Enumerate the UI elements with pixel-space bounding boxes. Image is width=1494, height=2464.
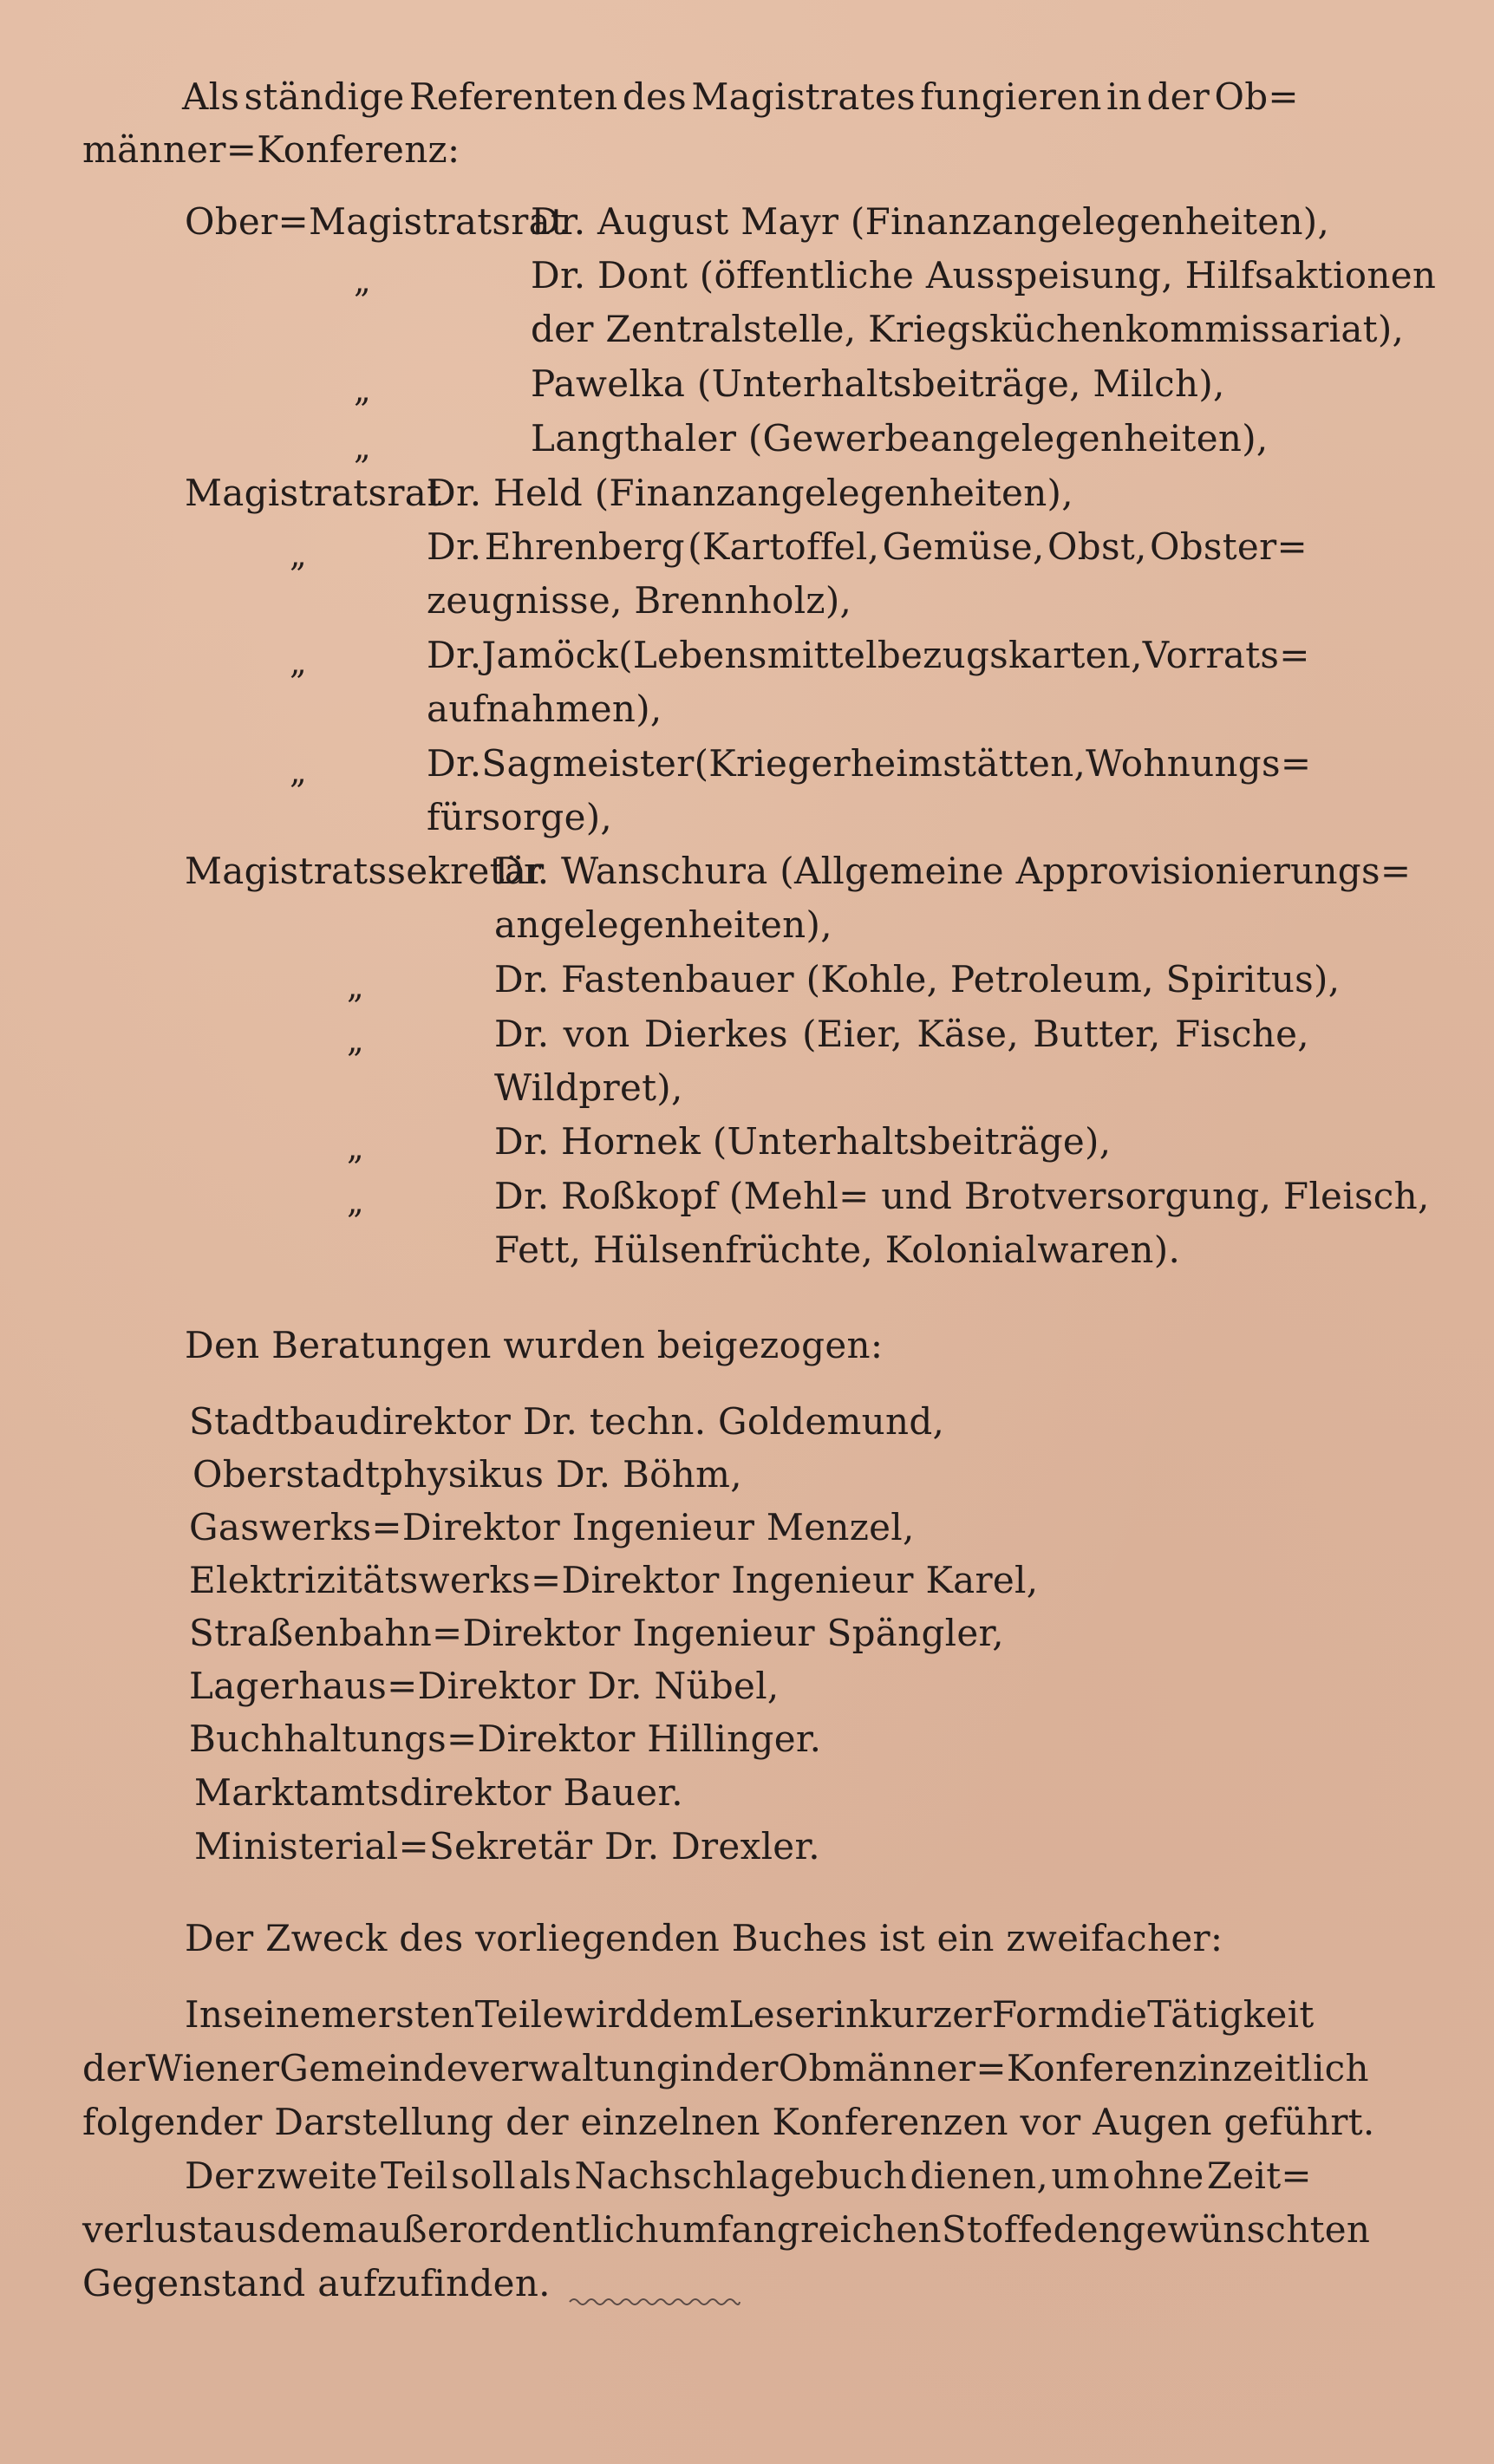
word: soll	[451, 2154, 516, 2197]
word: in	[833, 1993, 870, 2036]
ditto-mark: „	[290, 753, 307, 791]
purpose-line	[185, 1991, 1315, 2039]
referent-line: Langthaler (Gewerbeangelegenheiten),	[531, 417, 1269, 460]
word: (Kriegerheimstätten,	[694, 742, 1086, 785]
word: Teil	[381, 2154, 448, 2197]
referent-line-justified	[427, 523, 1308, 571]
referent-line: Wildpret),	[494, 1066, 683, 1109]
title-magistratsrat: Magistratsrat	[185, 472, 442, 514]
word: zeitlich	[1232, 2047, 1369, 2089]
word: Dr.	[427, 525, 482, 568]
word: Dr.	[427, 634, 482, 676]
word: Jamöck	[481, 634, 619, 676]
consulted-item: Buchhaltungs=Direktor Hillinger.	[189, 1718, 822, 1760]
consulted-item: Ministerial=Sekretär Dr. Drexler.	[194, 1825, 820, 1868]
word: Form	[991, 1993, 1091, 2036]
title-magistratssekretaer: Magistratssekretär	[185, 850, 545, 892]
referent-line: fürsorge),	[427, 796, 613, 838]
word: verlust	[82, 2208, 212, 2251]
ditto-mark: „	[347, 1021, 364, 1059]
word: umfangreichen	[658, 2208, 942, 2251]
referent-line: Dr. Hornek (Unterhaltsbeiträge),	[494, 1120, 1112, 1163]
word: Dr.	[494, 1013, 550, 1055]
word: dem	[649, 1993, 729, 2036]
word: (Lebensmittelbezugskarten,	[618, 634, 1143, 676]
word: Ob=	[1214, 75, 1299, 118]
referent-line: angelegenheiten),	[494, 903, 832, 946]
word: Referenten	[408, 75, 618, 118]
word: der	[1146, 75, 1210, 118]
word: seinem	[223, 1993, 356, 2036]
word: Käse,	[917, 1013, 1019, 1055]
consulted-item: Lagerhaus=Direktor Dr. Nübel,	[189, 1665, 780, 1707]
word: ständige	[244, 75, 405, 118]
word: Der	[185, 2154, 254, 2197]
word: Magistrates	[691, 75, 916, 118]
consulted-item: Stadtbaudirektor Dr. techn. Goldemund,	[189, 1400, 945, 1443]
word: Wohnungs=	[1086, 742, 1312, 785]
word: dienen,	[910, 2154, 1049, 2197]
word: ersten	[356, 1993, 475, 2036]
referent-line: Dr. Roßkopf (Mehl= und Brotversorgung, Fleisch,	[494, 1175, 1430, 1217]
word: Vorrats=	[1142, 634, 1310, 676]
word: in	[1197, 2047, 1233, 2089]
ditto-mark: „	[347, 1183, 364, 1221]
word: In	[185, 1993, 224, 2036]
word: aus	[212, 2208, 277, 2251]
word: der	[715, 2047, 779, 2089]
referent-line-justified	[427, 631, 1308, 680]
purpose-line	[82, 2206, 1371, 2254]
word: Nachschlagebuch	[574, 2154, 908, 2197]
word: von	[563, 1013, 630, 1055]
referent-line: Dr. Wanschura (Allgemeine Approvisionierungs=	[494, 850, 1412, 892]
consulted-item: Gaswerks=Direktor Ingenieur Menzel,	[189, 1506, 915, 1548]
referent-line: Dr. Fastenbauer (Kohle, Petroleum, Spiritus),	[494, 958, 1341, 1001]
title-ober-magistratsrat: Ober=Magistratsrat	[185, 200, 566, 243]
word: wird	[564, 1993, 649, 2036]
referent-line-justified	[494, 1010, 1309, 1059]
ditto-mark: „	[347, 1129, 364, 1167]
purpose-line	[185, 2152, 1312, 2200]
word: Sagmeister	[481, 742, 695, 785]
referent-line-justified	[427, 740, 1312, 788]
word: Tätigkeit	[1147, 1993, 1315, 2036]
word: (Kartoffel,	[688, 525, 880, 568]
word: Wiener	[145, 2047, 280, 2089]
word: Teile	[474, 1993, 564, 2036]
intro-line-2: männer=Konferenz:	[82, 128, 460, 171]
word: Gemeindeverwaltung	[279, 2047, 680, 2089]
word: des	[622, 75, 688, 118]
referent-line: aufnahmen),	[427, 688, 662, 730]
word: Als	[182, 75, 240, 118]
word: Ehrenberg	[484, 525, 685, 568]
consulted-heading: Den Beratungen wurden beigezogen:	[185, 1324, 884, 1366]
consulted-item: Straßenbahn=Direktor Ingenieur Spängler,	[189, 1612, 1004, 1654]
consulted-item: Elektrizitätswerks=Direktor Ingenieur Karel,	[189, 1559, 1039, 1601]
word: um	[1051, 2154, 1110, 2197]
word: Fische,	[1174, 1013, 1309, 1055]
referent-line: Fett, Hülsenfrüchte, Kolonialwaren).	[494, 1229, 1181, 1271]
word: Dr.	[427, 742, 482, 785]
word: in	[679, 2047, 715, 2089]
wavy-divider	[568, 2296, 741, 2308]
referent-line: zeugnisse, Brennholz),	[427, 579, 852, 622]
word: Leser	[728, 1993, 834, 2036]
ditto-mark: „	[354, 262, 371, 300]
word: die	[1090, 1993, 1148, 2036]
word: Zeit=	[1206, 2154, 1312, 2197]
word: den	[1053, 2208, 1123, 2251]
word: Obst,	[1047, 525, 1147, 568]
word: außerordentlich	[356, 2208, 659, 2251]
word: dem	[277, 2208, 357, 2251]
intro-line-1	[182, 73, 1299, 121]
ditto-mark: „	[354, 428, 371, 466]
word: gewünschten	[1122, 2208, 1371, 2251]
word: Obster=	[1149, 525, 1308, 568]
word: ohne	[1112, 2154, 1204, 2197]
word: zweite	[256, 2154, 378, 2197]
word: fungieren	[920, 75, 1102, 118]
word: Obmänner=Konferenz	[778, 2047, 1197, 2089]
word: in	[1106, 75, 1143, 118]
purpose-heading: Der Zweck des vorliegenden Buches ist ein zweifacher:	[185, 1917, 1223, 1959]
word: kurzer	[869, 1993, 992, 2036]
consulted-item: Marktamtsdirektor Bauer.	[194, 1771, 683, 1814]
referent-line: Dr. Dont (öffentliche Ausspeisung, Hilfsaktionen	[531, 254, 1437, 297]
referent-line: der Zentralstelle, Kriegsküchenkommissariat),	[531, 308, 1405, 350]
referent-line: Pawelka (Unterhaltsbeiträge, Milch),	[531, 362, 1225, 405]
word: Gemüse,	[882, 525, 1045, 568]
purpose-line	[82, 2044, 1369, 2093]
word: der	[82, 2047, 146, 2089]
word: Butter,	[1033, 1013, 1161, 1055]
word: Dierkes	[643, 1013, 788, 1055]
purpose-text: folgender Darstellung der einzelnen Konferenzen vor Augen geführt.	[82, 2101, 1375, 2143]
purpose-text: Gegenstand aufzufinden.	[82, 2262, 551, 2304]
referent-line: Dr. Held (Finanzangelegenheiten),	[427, 472, 1073, 514]
word: als	[519, 2154, 572, 2197]
word: (Eier,	[802, 1013, 904, 1055]
word: Stoffe	[941, 2208, 1054, 2251]
ditto-mark: „	[290, 536, 307, 574]
ditto-mark: „	[354, 371, 371, 409]
consulted-item: Oberstadtphysikus Dr. Böhm,	[192, 1453, 742, 1496]
referent-line: Dr. August Mayr (Finanzangelegenheiten),	[531, 200, 1330, 243]
ditto-mark: „	[347, 968, 364, 1006]
ditto-mark: „	[290, 643, 307, 681]
